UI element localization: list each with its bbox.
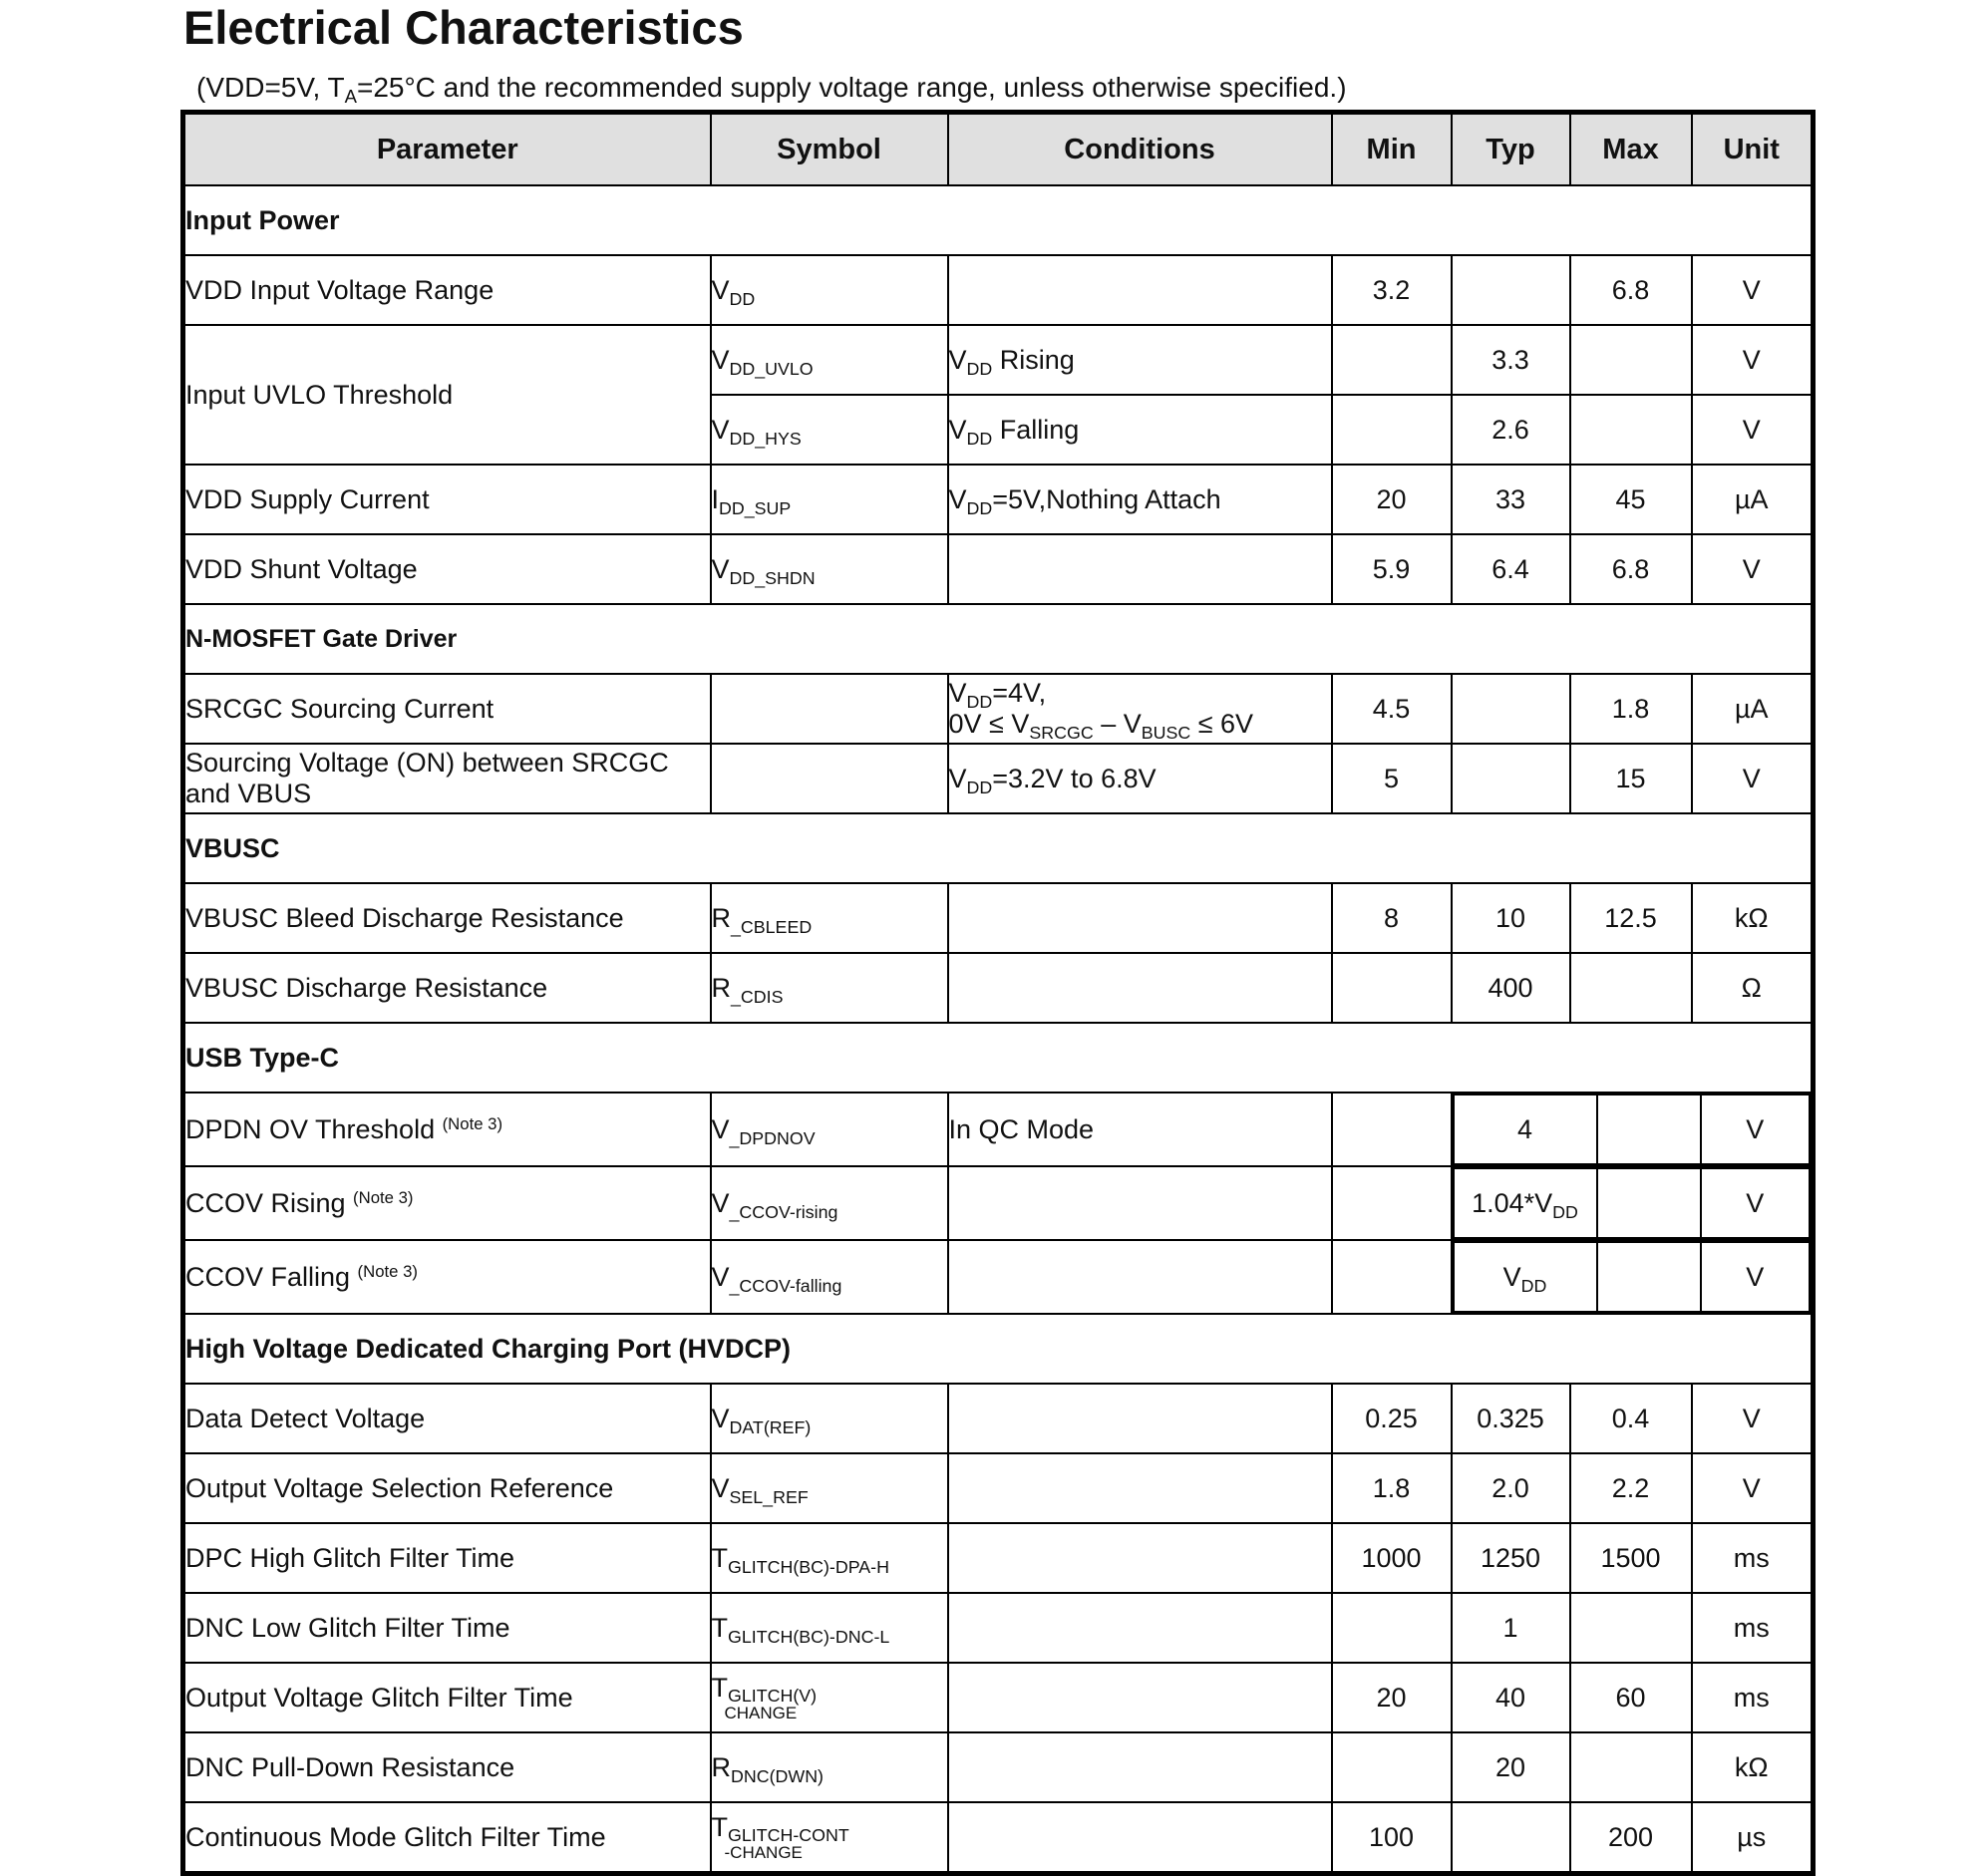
symbol-sub-line-2: CHANGE [724,1703,798,1722]
max-cell [1570,1593,1692,1663]
min-cell: 8 [1332,883,1452,953]
conditions-cell [948,1453,1332,1523]
table-row [183,1732,1814,1802]
table-row [183,1166,1814,1240]
conditions-cell [948,953,1332,1023]
typ-cell: 2.0 [1452,1453,1570,1523]
unit-cell: µA [1692,674,1814,744]
symbol-main: R [711,1752,731,1782]
symbol-cell [711,1384,948,1453]
conditions-cell [948,325,1332,395]
unit-cell: V [1692,325,1814,395]
unit-cell: ms [1692,1593,1814,1663]
symbol-main: V [711,1262,730,1292]
symbol-main: V [711,1473,730,1503]
symbol-sub: DD [729,288,756,309]
section-row [183,185,1814,255]
symbol-sub: GLITCH-CONT [728,1825,849,1846]
unit-cell: V [1692,1453,1814,1523]
cond-main: V [948,484,967,514]
typ-main: V [1502,1262,1521,1292]
min-cell: 1.8 [1332,1453,1452,1523]
min-cell: 0.25 [1332,1384,1452,1453]
max-cell: 0.4 [1570,1384,1692,1453]
conditions-cell [948,1802,1332,1874]
cond-main: V [948,764,967,793]
unit-cell: V [1692,255,1814,325]
max-cell: 6.8 [1570,255,1692,325]
cond-post: Falling [992,415,1080,445]
max-cell [1570,325,1692,395]
typ-main: 1.04*V [1472,1188,1553,1218]
symbol-cell [711,674,948,744]
cond-post: =5V,Nothing Attach [992,484,1221,514]
usbc-subtable [1453,1241,1812,1313]
symbol-cell [711,1732,948,1802]
max-cell [1570,395,1692,465]
symbol-cell [711,1240,948,1314]
max-cell: 1500 [1570,1523,1692,1593]
cond-sub: DD [966,691,993,712]
parameter-label: CCOV Rising [185,1188,354,1218]
conditions-cell [948,1240,1332,1314]
col-min: Min [1332,113,1452,186]
table-row [183,1093,1814,1166]
typ-sub: DD [1520,1275,1547,1296]
typ-cell: 10 [1452,883,1570,953]
symbol-main: T [711,1543,728,1573]
section-vbusc: VBUSC [183,813,1814,883]
symbol-cell [711,255,948,325]
cond-post: ≤ 6V [1190,709,1254,739]
typ-cell [1454,1242,1597,1312]
symbol-sub: _CBLEED [731,916,813,937]
parameter-cell: Continuous Mode Glitch Filter Time [183,1802,711,1874]
unit-cell: ms [1692,1523,1814,1593]
min-cell: 1000 [1332,1523,1452,1593]
conditions-cell [948,744,1332,813]
typ-cell [1452,1802,1570,1874]
symbol-main: R [711,903,731,933]
cond-line-2 [948,709,1331,743]
typ-cell: 2.6 [1452,395,1570,465]
symbol-sub: DD_SUP [719,497,792,518]
symbol-cell [711,395,948,465]
parameter-cell [183,1093,711,1166]
typ-cell [1452,674,1570,744]
header-row [183,113,1814,186]
parameter-cell: Sourcing Voltage (ON) between SRCGC and VBUS [183,744,711,813]
conditions-cell [948,1663,1332,1732]
table-row [183,674,1814,744]
symbol-cell [711,1166,948,1240]
typ-cell: 20 [1452,1732,1570,1802]
electrical-characteristics-table [180,110,1816,1876]
max-cell: 15 [1570,744,1692,813]
max-cell: 60 [1570,1663,1692,1732]
unit-cell: µA [1692,465,1814,534]
unit-cell: V [1701,1242,1811,1312]
unit-cell: Ω [1692,953,1814,1023]
symbol-main: V [711,415,730,445]
symbol-line-1 [711,1672,947,1707]
unit-cell: V [1701,1168,1811,1238]
min-cell: 20 [1332,465,1452,534]
table-row [183,1593,1814,1663]
symbol-main: R [711,973,731,1003]
typ-max-unit-group [1452,1166,1814,1240]
section-row [183,1314,1814,1384]
symbol-sub-line-2: -CHANGE [724,1842,803,1862]
conditions-cell [948,1593,1332,1663]
symbol-sub: GLITCH(V) [728,1686,818,1707]
cond-sub: SRCGC [1029,722,1094,743]
symbol-main: V [711,554,730,584]
min-cell: 5 [1332,744,1452,813]
parameter-label: CCOV Falling [185,1262,358,1292]
max-cell [1597,1242,1701,1312]
symbol-sub: DD_SHDN [729,567,816,588]
conditions-cell [948,1166,1332,1240]
col-conditions: Conditions [948,113,1332,186]
parameter-cell: DNC Pull-Down Resistance [183,1732,711,1802]
table-row [183,1523,1814,1593]
unit-cell: kΩ [1692,883,1814,953]
conditions-cell [948,395,1332,465]
table-row [183,1453,1814,1523]
parameter-cell: DNC Low Glitch Filter Time [183,1593,711,1663]
section-input-power: Input Power [183,185,1814,255]
table-row [183,1384,1814,1453]
min-cell [1332,953,1452,1023]
min-cell [1332,1166,1452,1240]
cond-sub: BUSC [1141,722,1191,743]
symbol-cell [711,1663,948,1732]
symbol-cell [711,1593,948,1663]
symbol-main: V [711,1114,730,1144]
unit-cell: V [1701,1094,1811,1164]
section-hvdcp: High Voltage Dedicated Charging Port (HVDCP) [183,1314,1814,1384]
symbol-main: V [711,1188,730,1218]
unit-cell: µs [1692,1802,1814,1874]
unit-cell: kΩ [1692,1732,1814,1802]
symbol-cell [711,1093,948,1166]
symbol-sub: _CCOV-falling [729,1275,842,1296]
min-cell [1332,1732,1452,1802]
symbol-cell [711,883,948,953]
symbol-cell [711,1453,948,1523]
symbol-cell [711,325,948,395]
cond-line-1 [948,678,1331,712]
symbol-cell [711,744,948,813]
symbol-main: V [711,345,730,375]
parameter-cell: Data Detect Voltage [183,1384,711,1453]
parameter-cell: VBUSC Discharge Resistance [183,953,711,1023]
typ-cell: 400 [1452,953,1570,1023]
max-cell [1570,953,1692,1023]
typ-cell: 1 [1452,1593,1570,1663]
symbol-sub: DD_HYS [729,428,802,449]
cond-sub: DD [966,358,993,379]
unit-cell: V [1692,1384,1814,1453]
cond-main: V [948,345,967,375]
symbol-main: T [711,1672,728,1703]
table-row [183,255,1814,325]
cond-post: Rising [992,345,1075,375]
max-cell: 6.8 [1570,534,1692,604]
symbol-sub: DD_UVLO [729,358,814,379]
symbol-cell [711,1523,948,1593]
conditions-cell [948,534,1332,604]
symbol-main: V [711,275,730,305]
max-cell: 2.2 [1570,1453,1692,1523]
usbc-subtable [1453,1167,1812,1239]
typ-sub: DD [1552,1201,1578,1222]
typ-cell: 4 [1454,1094,1597,1164]
conditions-cell [948,1732,1332,1802]
unit-cell: V [1692,744,1814,813]
symbol-cell [711,534,948,604]
cond-post: =3.2V to 6.8V [992,764,1157,793]
symbol-cell [711,953,948,1023]
parameter-cell: Output Voltage Glitch Filter Time [183,1663,711,1732]
max-cell: 1.8 [1570,674,1692,744]
typ-cell [1452,744,1570,813]
symbol-cell [711,1802,948,1874]
section-gate-driver: N-MOSFET Gate Driver [183,604,1814,674]
parameter-cell: VDD Shunt Voltage [183,534,711,604]
max-cell [1597,1168,1701,1238]
col-unit: Unit [1692,113,1814,186]
table-row [183,465,1814,534]
section-usb-type-c: USB Type-C [183,1023,1814,1093]
parameter-cell: VDD Input Voltage Range [183,255,711,325]
col-max: Max [1570,113,1692,186]
table-row [183,744,1814,813]
symbol-sub: DNC(DWN) [731,1765,824,1786]
parameter-label: DPDN OV Threshold [185,1114,443,1144]
unit-cell: ms [1692,1663,1814,1732]
typ-cell: 40 [1452,1663,1570,1732]
conditions-cell: In QC Mode [948,1093,1332,1166]
symbol-line-1 [711,1811,947,1846]
typ-max-unit-group [1452,1240,1814,1314]
page-title: Electrical Characteristics [183,1,744,54]
conditions-cell [948,1384,1332,1453]
symbol-sub: DAT(REF) [729,1416,812,1437]
min-cell [1332,1093,1452,1166]
symbol-main: V [711,1404,730,1433]
parameter-cell [183,1240,711,1314]
conditions-cell [948,465,1332,534]
parameter-cell: Input UVLO Threshold [183,325,711,465]
min-cell [1332,325,1452,395]
typ-cell: 3.3 [1452,325,1570,395]
cond-mid: – V [1093,709,1142,739]
typ-cell: 0.325 [1452,1384,1570,1453]
conditions-cell [948,674,1332,744]
cond-pre: 0V ≤ V [948,709,1030,739]
symbol-sub: SEL_REF [729,1486,809,1507]
conditions-cell [948,883,1332,953]
note-ref: (Note 3) [353,1187,414,1207]
max-cell [1597,1094,1701,1164]
parameter-cell: DPC High Glitch Filter Time [183,1523,711,1593]
table-row [183,1802,1814,1874]
symbol-main: T [711,1811,728,1842]
min-cell: 20 [1332,1663,1452,1732]
cond-sub: DD [966,497,993,518]
symbol-cell [711,465,948,534]
min-cell [1332,1240,1452,1314]
table-row [183,953,1814,1023]
usbc-subtable [1453,1094,1812,1165]
cond-sub: DD [966,777,993,797]
parameter-cell: VBUSC Bleed Discharge Resistance [183,883,711,953]
cond-post: =4V, [992,678,1047,708]
typ-cell: 1250 [1452,1523,1570,1593]
note-sub: A [344,85,357,107]
max-cell: 12.5 [1570,883,1692,953]
max-cell [1570,1732,1692,1802]
section-row [183,1023,1814,1093]
symbol-sub: _CDIS [731,986,784,1007]
section-row [183,604,1814,674]
table-row [183,883,1814,953]
symbol-main: I [711,484,720,514]
note-post: =25°C and the recommended supply voltage range, unless otherwise specified.) [356,72,1347,103]
min-cell: 100 [1332,1802,1452,1874]
symbol-sub: GLITCH(BC)-DPA-H [728,1556,889,1577]
section-row [183,813,1814,883]
typ-cell: 6.4 [1452,534,1570,604]
min-cell: 3.2 [1332,255,1452,325]
note-pre: (VDD=5V, T [196,72,345,103]
cond-main: V [948,678,967,708]
typ-cell: 33 [1452,465,1570,534]
table-row [183,1240,1814,1314]
unit-cell: V [1692,395,1814,465]
min-cell: 4.5 [1332,674,1452,744]
parameter-cell: SRCGC Sourcing Current [183,674,711,744]
min-cell: 5.9 [1332,534,1452,604]
max-cell: 200 [1570,1802,1692,1874]
cond-sub: DD [966,428,993,449]
parameter-cell [183,1166,711,1240]
typ-cell [1454,1168,1597,1238]
col-typ: Typ [1452,113,1570,186]
min-cell [1332,1593,1452,1663]
note-ref: (Note 3) [442,1113,503,1133]
min-cell [1332,395,1452,465]
table-row [183,325,1814,395]
typ-max-unit-group [1452,1093,1814,1166]
unit-cell: V [1692,534,1814,604]
table-row [183,1663,1814,1732]
conditions-cell [948,255,1332,325]
note-ref: (Note 3) [357,1261,418,1281]
symbol-sub: GLITCH(BC)-DNC-L [728,1626,890,1647]
max-cell: 45 [1570,465,1692,534]
test-conditions-note [196,70,1347,106]
symbol-sub: _CCOV-rising [729,1201,838,1222]
typ-cell [1452,255,1570,325]
cond-main: V [948,415,967,445]
symbol-main: T [711,1613,728,1643]
col-symbol: Symbol [711,113,948,186]
parameter-cell: VDD Supply Current [183,465,711,534]
col-parameter: Parameter [183,113,711,186]
table-row [183,534,1814,604]
conditions-cell [948,1523,1332,1593]
symbol-sub: _DPDNOV [729,1127,816,1148]
parameter-cell: Output Voltage Selection Reference [183,1453,711,1523]
